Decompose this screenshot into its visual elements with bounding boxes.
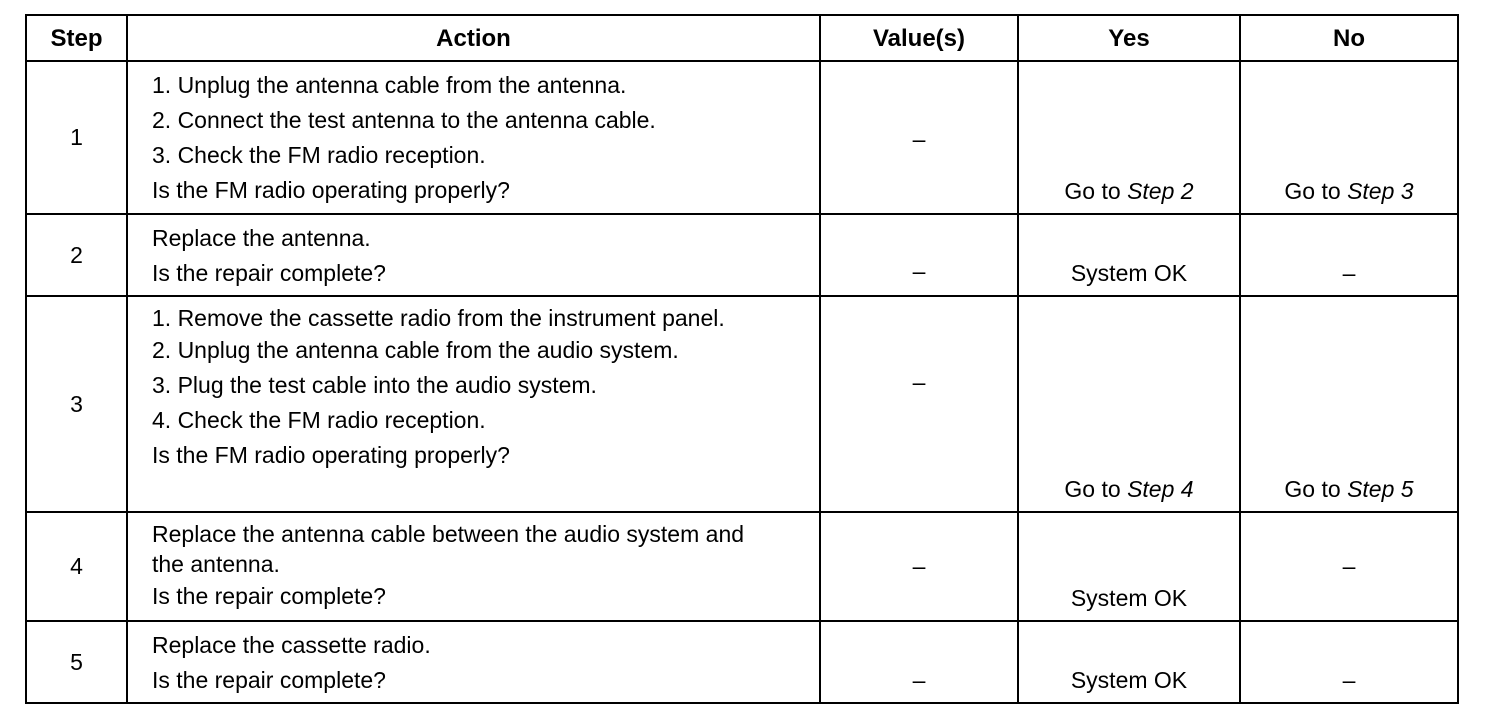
no-cell bbox=[1240, 296, 1458, 512]
action-line: Is the repair complete? bbox=[152, 260, 386, 286]
action-cell bbox=[127, 512, 820, 621]
action-line: Replace the cassette radio. bbox=[152, 632, 431, 658]
table-row bbox=[26, 214, 1458, 296]
yes-cell bbox=[1018, 61, 1240, 214]
header-no: No bbox=[1240, 15, 1458, 61]
value-cell bbox=[820, 61, 1018, 214]
no-step-ref: Step 5 bbox=[1347, 476, 1414, 502]
table-row bbox=[26, 512, 1458, 621]
no-cell bbox=[1240, 61, 1458, 214]
action-line: 2. Unplug the antenna cable from the audio system. bbox=[152, 337, 679, 363]
value-text: – bbox=[912, 667, 926, 693]
action-cell bbox=[127, 214, 820, 296]
action-line: Replace the antenna. bbox=[152, 225, 371, 251]
step-number: 3 bbox=[26, 296, 127, 512]
action-line: Replace the antenna cable between the audio system and the antenna. bbox=[152, 521, 745, 577]
action-line: 3. Plug the test cable into the audio system. bbox=[152, 372, 597, 398]
step-number: 1 bbox=[26, 61, 127, 214]
header-yes: Yes bbox=[1018, 15, 1240, 61]
yes-text: System OK bbox=[1070, 585, 1188, 611]
action-line: 1. Unplug the antenna cable from the antenna. bbox=[152, 72, 627, 98]
action-line: Is the FM radio operating properly? bbox=[152, 177, 510, 203]
value-cell bbox=[820, 512, 1018, 621]
action-line: Is the repair complete? bbox=[152, 583, 386, 609]
table-row bbox=[26, 621, 1458, 703]
table-row bbox=[26, 61, 1458, 214]
yes-step-ref: Step 2 bbox=[1127, 178, 1194, 204]
yes-text: System OK bbox=[1070, 260, 1188, 286]
action-cell bbox=[127, 621, 820, 703]
no-step-ref: Step 3 bbox=[1347, 178, 1414, 204]
no-text: – bbox=[1342, 553, 1356, 579]
action-cell bbox=[127, 296, 820, 512]
yes-step-ref: Step 4 bbox=[1127, 476, 1194, 502]
action-line: Is the repair complete? bbox=[152, 667, 386, 693]
yes-prefix: Go to bbox=[1064, 476, 1128, 502]
no-cell bbox=[1240, 621, 1458, 703]
no-cell bbox=[1240, 214, 1458, 296]
header-step: Step bbox=[26, 15, 127, 61]
yes-cell bbox=[1018, 621, 1240, 703]
value-cell bbox=[820, 621, 1018, 703]
action-cell bbox=[127, 61, 820, 214]
step-number: 5 bbox=[26, 621, 127, 703]
action-line: 3. Check the FM radio reception. bbox=[152, 142, 486, 168]
yes-cell bbox=[1018, 512, 1240, 621]
header-action: Action bbox=[127, 15, 820, 61]
value-cell bbox=[820, 214, 1018, 296]
diagnostic-table bbox=[25, 14, 1459, 704]
no-prefix: Go to bbox=[1284, 476, 1348, 502]
table-row bbox=[26, 296, 1458, 512]
value-text: – bbox=[912, 258, 926, 284]
header-values: Value(s) bbox=[820, 15, 1018, 61]
action-line: 2. Connect the test antenna to the antenna cable. bbox=[152, 107, 656, 133]
no-text: – bbox=[1342, 667, 1356, 693]
value-text: – bbox=[912, 369, 926, 395]
yes-cell bbox=[1018, 214, 1240, 296]
action-line: Is the FM radio operating properly? bbox=[152, 442, 510, 468]
no-cell bbox=[1240, 512, 1458, 621]
yes-cell bbox=[1018, 296, 1240, 512]
value-text: – bbox=[912, 553, 926, 579]
header-row bbox=[26, 15, 1458, 61]
action-line: 1. Remove the cassette radio from the instrument panel. bbox=[152, 305, 725, 331]
step-number: 2 bbox=[26, 214, 127, 296]
value-cell bbox=[820, 296, 1018, 512]
value-text: – bbox=[912, 126, 926, 152]
yes-prefix: Go to bbox=[1064, 178, 1128, 204]
no-prefix: Go to bbox=[1284, 178, 1348, 204]
action-line: 4. Check the FM radio reception. bbox=[152, 407, 486, 433]
no-text: – bbox=[1342, 260, 1356, 286]
step-number: 4 bbox=[26, 512, 127, 621]
yes-text: System OK bbox=[1070, 667, 1188, 693]
